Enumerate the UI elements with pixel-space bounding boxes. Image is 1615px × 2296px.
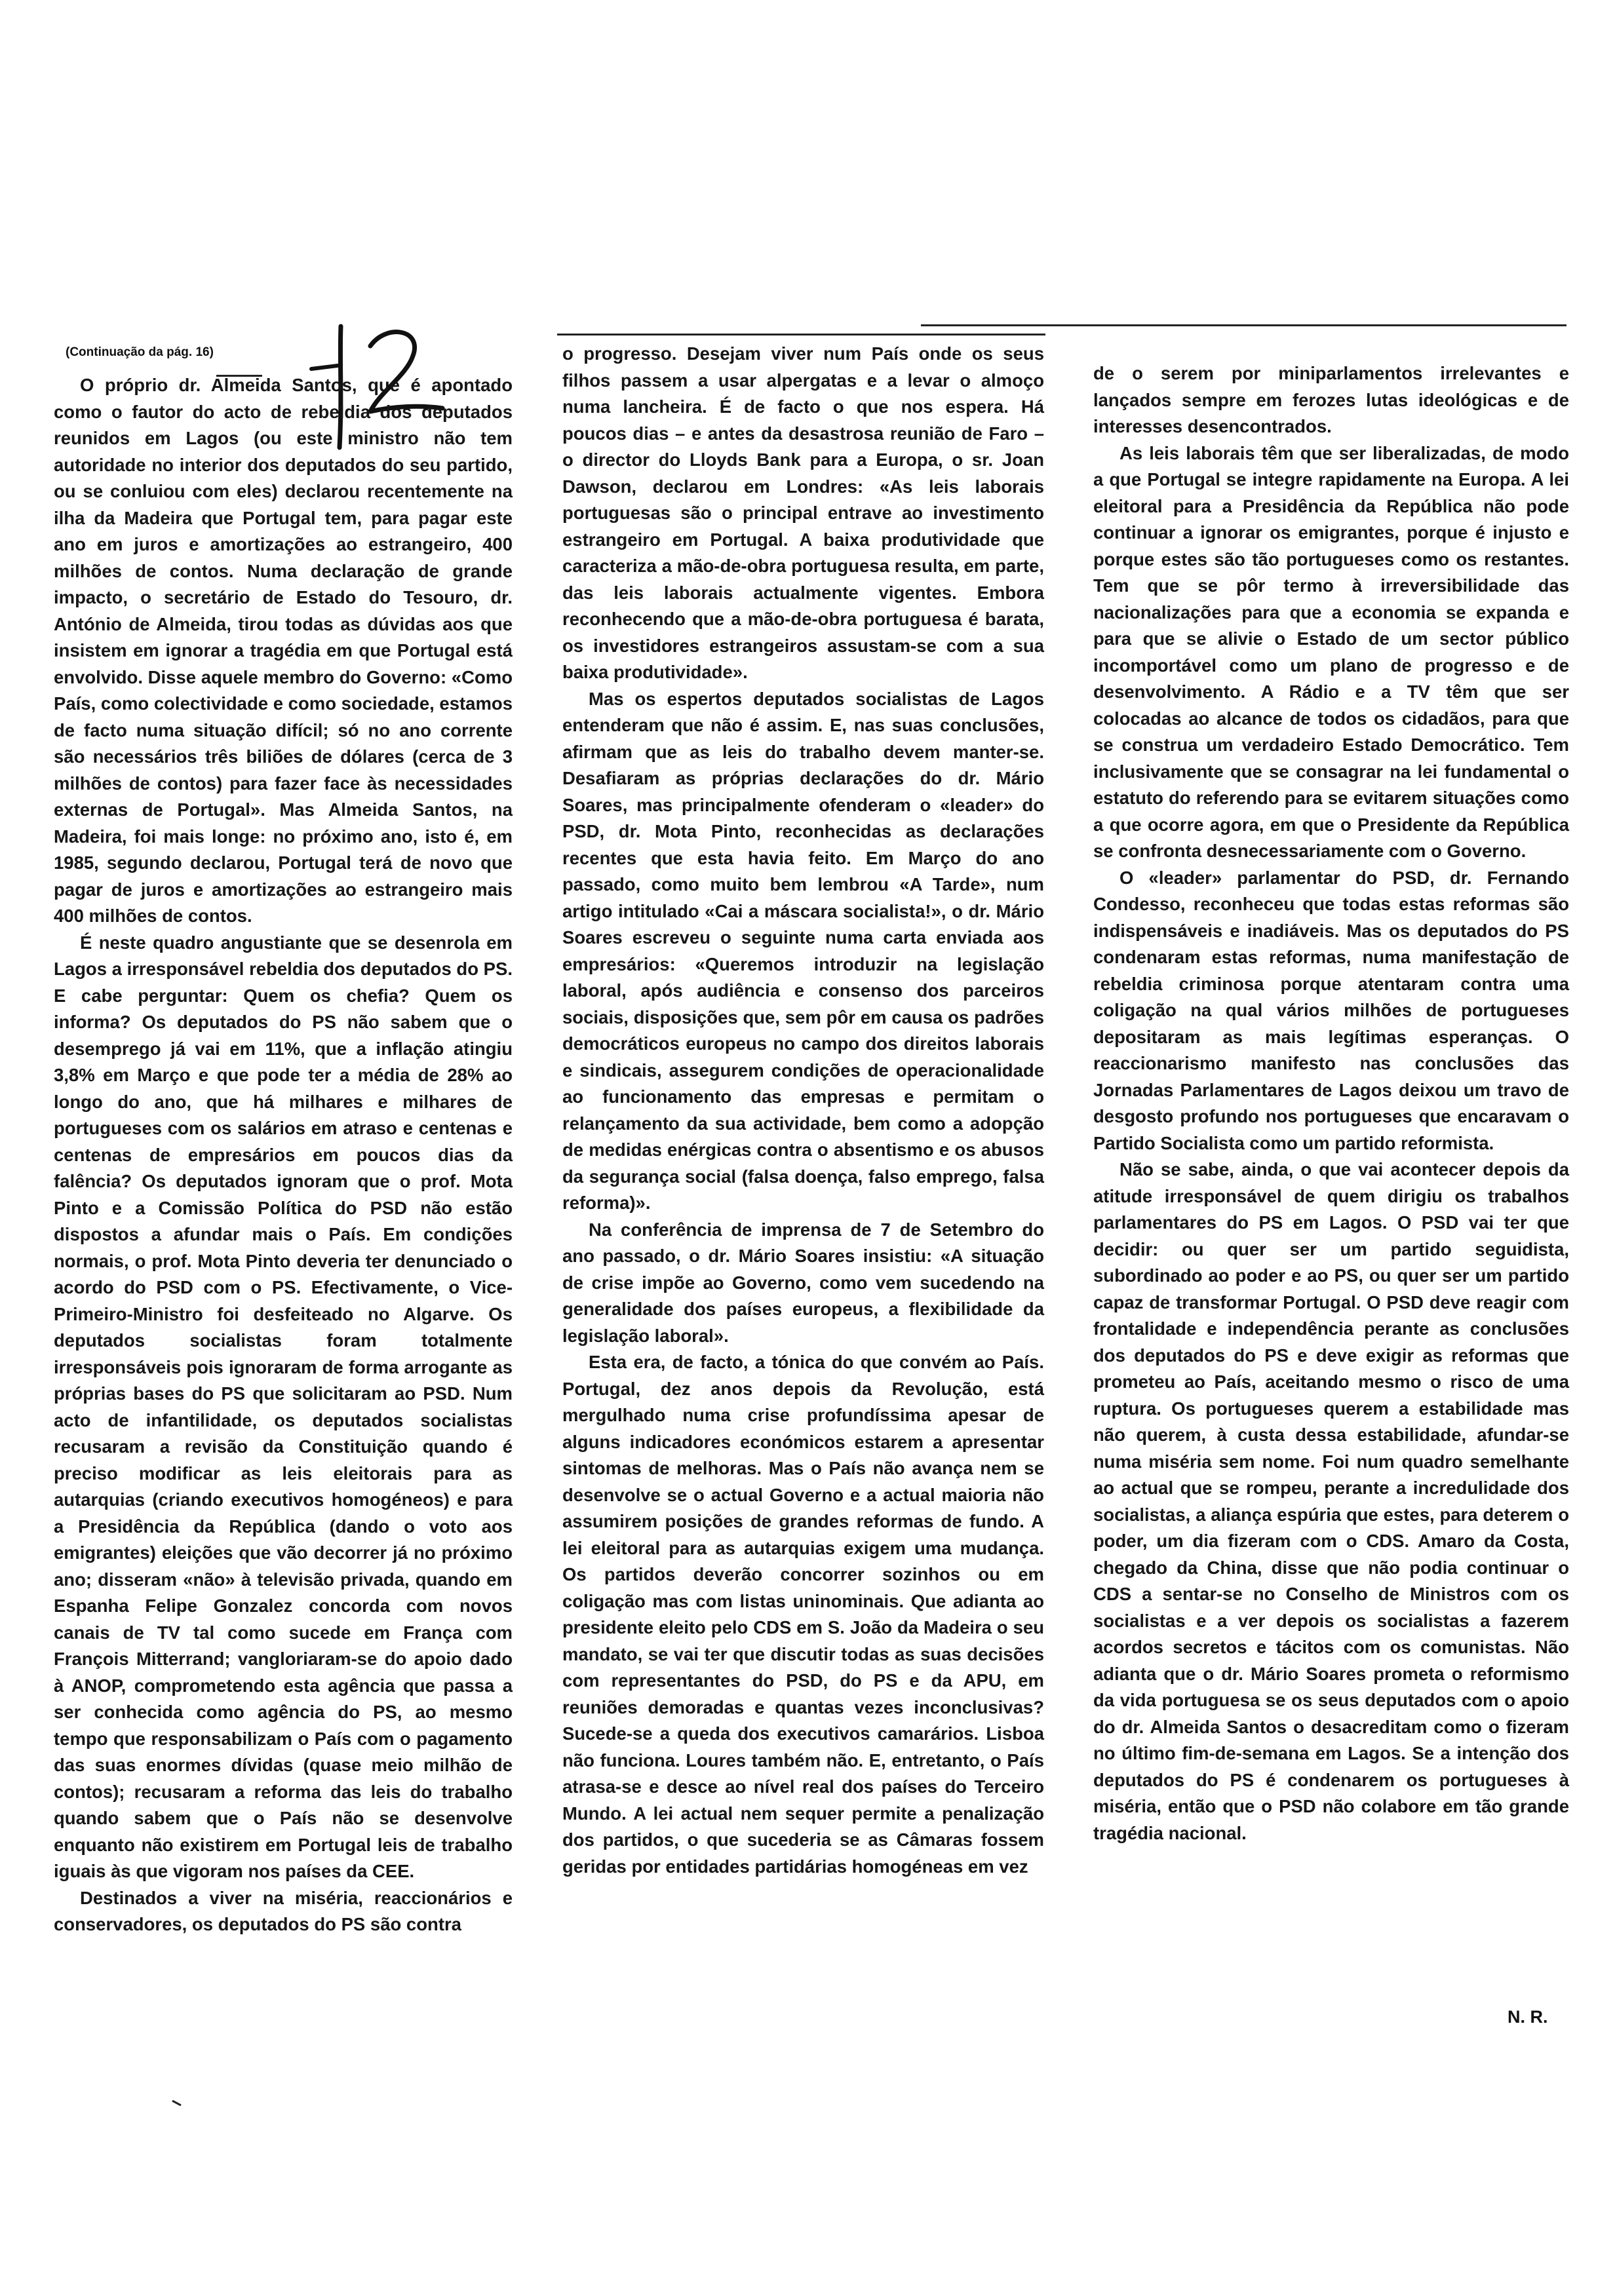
paragraph: É neste quadro angustiante que se desenrola em Lagos a irresponsável rebeldia dos deputados do PS. E cabe perguntar: Quem os chefia? Quem os informa? Os deputados do PS não sabem que o desemprego já vai em 11%, que a inflação atingiu 3,8% em Março e que pode ter a média de 28% ao longo do ano, que há milhares e milhares de portugueses com os salários em atraso e centenas e centenas de empresários em poucos dias da falência? Os deputados ignoram que o prof. Mota Pinto e a Comissão Política do PSD não estão dispostos a afundar mais o País. Em condições normais, o prof. Mota Pinto deveria ter denunciado o acordo do PSD com o PS. Efectivamente, o Vice-Primeiro-Ministro foi desfeiteado no Algarve. Os deputados socialistas foram totalmente irresponsáveis pois ignoraram de forma arrogante as próprias bases do PS que solicitaram ao PSD. Num acto de infantilidade, os deputados socialistas recusaram a revisão da Constituição quando é preciso modificar as leis eleitorais para as autarquias (criando executivos homogéneos) e para a Presidência da República (dando o voto aos emigrantes) eleições que vão decorrer já no próximo ano; disseram «não» à televisão privada, quando em Espanha Felipe Gonzalez concorda com novos canais de TV tal como sucede em França com François Mitterrand; vangloriaram-se do apoio dado à ANOP, comprometendo esta agência que passa a ser conhecida como agência do PS, ao mesmo tempo que responsabilizam o País com o pagamento das suas enormes dívidas (quase meio milhão de contos); recusaram a reforma das leis do trabalho quando sabem que o País não se desenvolve enquanto não existirem em Portugal leis de trabalho iguais às que vigoram nos países da CEE. <box>54 932 513 1881</box>
article-column-2 <box>562 341 1044 1880</box>
scan-speck <box>172 2100 182 2106</box>
paragraph: Não se sabe, ainda, o que vai acontecer depois da atitude irresponsável de quem dirigiu os trabalhos parlamentares do PS em Lagos. O PSD vai ter que decidir: ou quer ser um partido seguidista, subordinado ao poder e ao PS, ou quer ser um partido capaz de transformar Portugal. O PSD deve reagir com frontalidade e independência perante as conclusões dos deputados do PS e deve exigir as reformas que prometeu ao País, aceitando mesmo o risco de uma ruptura. Os portugueses querem a estabilidade mas não querem, à custa dessa estabilidade, afundar-se numa miséria sem nome. Foi num quadro semelhante ao actual que se rompeu, perante a incredulidade dos socialistas, a aliança espúria que estes, para deterem o poder, um dia fizeram com o CDS. Amaro da Costa, chegado da China, disse que não podia continuar o CDS a sentar-se no Conselho de Ministros com os socialistas e a ver depois os socialistas a fazerem acordos secretos e tácitos com os comunistas. Não adianta que o dr. Mário Soares prometa o reformismo da vida portuguesa se os seus deputados com o apoio do dr. Almeida Santos o desacreditam como o fizeram no último fim-de-semana em Lagos. Se a intenção dos deputados do PS é condenarem os portugueses à miséria, então que o PSD não colabore em tão grande tragédia nacional. <box>1093 1159 1569 1843</box>
paragraph: Na conferência de imprensa de 7 de Setembro do ano passado, o dr. Mário Soares insistiu: «A situação de crise impõe ao Governo, como vem sucedendo na generalidade dos países europeus, a flexibilidade da legislação laboral». <box>562 1219 1044 1346</box>
article-column-1 <box>54 341 513 1938</box>
paragraph: As leis laborais têm que ser liberalizadas, de modo a que Portugal se integre rapidamente na Europa. A lei eleitoral para a Presidência da República não pode continuar a ignorar os emigrantes, porque é injusto e porque estes são tão portugueses como os restantes. Tem que se pôr termo à irreversibilidade das nacionalizações para que a economia se expanda e para que se alivie o Estado de um sector público incomportável como um plano de progresso e de desenvolvimento. A Rádio e a TV têm que ser colocadas ao alcance de todos os cidadãos, para que se construa um verdadeiro Estado Democrático. Tem inclusivamente que se consagrar na lei fundamental o estatuto do referendo para se evitarem situações como a que ocorre agora, em que o Presidente da República se confronta desnecessariamente com o Governo. <box>1093 442 1569 861</box>
continuation-note: (Continuação da pág. 16) <box>66 345 214 359</box>
article-column-3 <box>1093 341 1569 1846</box>
paragraph: O próprio dr. Almeida Santos, que é apontado como o fautor do acto de rebeldia dos deputados reunidos em Lagos (ou este ministro não tem autoridade no interior dos deputados do seu partido, ou se conluiou com eles) declarou recentemente na ilha da Madeira que Portugal tem, para pagar este ano em juros e amortizações ao estrangeiro, 400 milhões de contos. Numa declaração de grande impacto, o secretário de Estado do Tesouro, dr. António de Almeida, tirou todas as dúvidas aos que insistem em ignorar a tragédia em que Portugal está envolvido. Disse aquele membro do Governo: «Como País, como colectividade e como sociedade, estamos de facto numa situação difícil; só no ano corrente são necessários três biliões de dólares (cerca de 3 milhões de contos) para fazer face às necessidades externas de Portugal». Mas Almeida Santos, na Madeira, foi mais longe: no próximo ano, isto é, em 1985, segundo declarou, Portugal terá de novo que pagar de juros e amortizações ao estrangeiro mais 400 milhões de contos. <box>54 375 513 926</box>
top-rule-right <box>921 324 1566 326</box>
paragraph: Esta era, de facto, a tónica do que convém ao País. Portugal, dez anos depois da Revolução, está mergulhado numa crise profundíssima apesar de alguns indicadores económicos estarem a apresentar sintomas de melhoras. Mas o País não avança nem se desenvolve se o actual Governo e a actual maioria não assumirem posições de grandes reformas de fundo. A lei eleitoral para as autarquias exigem uma mudança. Os partidos deverão concorrer sozinhos ou em coligação mas com listas uninominais. Que adianta ao presidente eleito pelo CDS em S. João da Madeira o seu mandato, se vai ter que discutir todas as suas decisões com representantes do PSD, do PS e da APU, em reuniões demoradas e quantas vezes inconclusivas? Sucede-se a queda dos executivos camarários. Lisboa não funciona. Loures também não. E, entretanto, o País atrasa-se e desce ao nível real dos países do Terceiro Mundo. A lei actual nem sequer permite a penalização dos partidos, o que sucederia se as Câmaras fossem geridas por entidades partidárias homogéneas em vez <box>562 1352 1044 1877</box>
paragraph: de o serem por miniparlamentos irrelevantes e lançados sempre em ferozes lutas ideológicas e de interesses desencontrados. <box>1093 363 1569 436</box>
author-signature: N. R. <box>1508 2007 1548 2027</box>
paragraph: O «leader» parlamentar do PSD, dr. Fernando Condesso, reconheceu que todas estas reformas são indispensáveis e inadiáveis. Mas os deputados do PS condenaram estas reformas, numa manifestação de rebeldia criminosa porque atentaram contra uma coligação na qual vários milhões de portugueses depositaram as mais legítimas esperanças. O reaccionarismo manifesto nas conclusões das Jornadas Parlamentares de Lagos deixou um travo de desgosto profundo nos portugueses que encaravam o Partido Socialista como um partido reformista. <box>1093 867 1569 1153</box>
paragraph: Mas os espertos deputados socialistas de Lagos entenderam que não é assim. E, nas suas conclusões, afirmam que as leis do trabalho devem manter-se. Desafiaram as próprias declarações do dr. Mário Soares, mas principalmente ofenderam o «leader» do PSD, dr. Mota Pinto, reconhecidas as declarações recentes que esta havia feito. Em Março do ano passado, como muito bem lembrou «A Tarde», num artigo intitulado «Cai a máscara socialista!», o dr. Mário Soares escreveu o seguinte numa carta enviada aos empresários: «Queremos introduzir na legislação laboral, após audiência e consenso dos parceiros sociais, disposições que, sem pôr em causa os padrões democráticos europeus no campo dos direitos laborais e sindicais, assegurem condições de operacionalidade ao funcionamento das empresas e permitam o relançamento da sua actividade, bem como a adopção de medidas enérgicas contra o absentismo e os abusos da segurança social (falsa doença, falso emprego, falsa reforma)». <box>562 688 1044 1213</box>
paragraph: o progresso. Desejam viver num País onde os seus filhos passem a usar alpergatas e a levar o almoço numa lancheira. É de facto o que nos espera. Há poucos dias – e antes da desastrosa reunião de Faro – o director do Lloyds Bank para a Europa, o sr. Joan Dawson, declarou em Londres: «As leis laborais portuguesas são o principal entrave ao investimento estrangeiro em Portugal. A baixa produtividade que caracteriza a mão-de-obra portuguesa resulta, em parte, das leis laborais actualmente vigentes. Embora reconhecendo que a mão-de-obra portuguesa é barata, os investidores estrangeiros assustam-se com a sua baixa produtividade». <box>562 343 1044 682</box>
top-rule-center <box>557 334 1045 335</box>
paragraph: Destinados a viver na miséria, reaccionários e conservadores, os deputados do PS são contra <box>54 1887 513 1934</box>
